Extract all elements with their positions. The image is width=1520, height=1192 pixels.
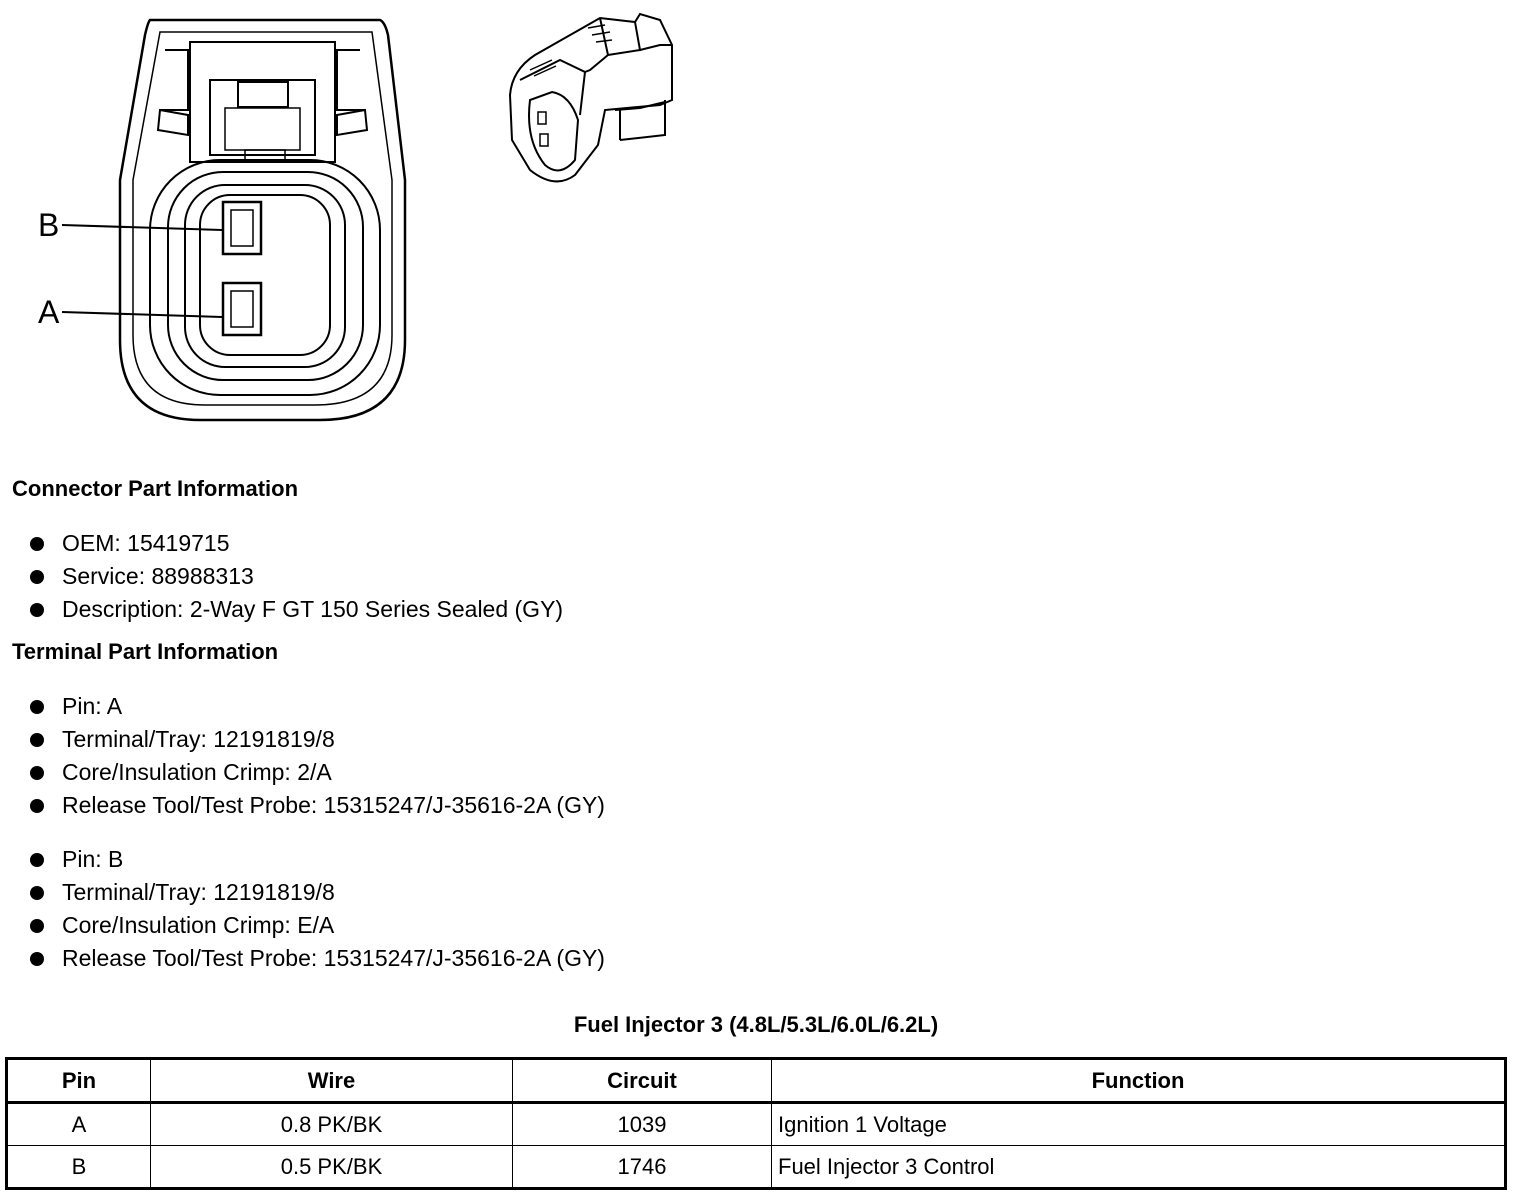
header-circuit: Circuit bbox=[513, 1059, 772, 1103]
cell-circuit: 1746 bbox=[513, 1146, 772, 1189]
cell-circuit: 1039 bbox=[513, 1103, 772, 1146]
list-item: OEM: 15419715 bbox=[0, 527, 563, 560]
header-function: Function bbox=[772, 1059, 1506, 1103]
pin-label-b: B bbox=[38, 207, 60, 243]
cell-pin: B bbox=[7, 1146, 151, 1189]
list-item: Core/Insulation Crimp: E/A bbox=[0, 909, 605, 942]
cell-function: Ignition 1 Voltage bbox=[772, 1103, 1506, 1146]
connector-face-drawing bbox=[0, 0, 700, 450]
header-pin: Pin bbox=[7, 1059, 151, 1103]
list-item: Release Tool/Test Probe: 15315247/J-35616-2A (GY) bbox=[0, 789, 605, 822]
connector-info-heading: Connector Part Information bbox=[12, 476, 299, 501]
list-item: Terminal/Tray: 12191819/8 bbox=[0, 876, 605, 909]
table-row bbox=[7, 1146, 1506, 1189]
cell-pin: A bbox=[7, 1103, 151, 1146]
list-item: Core/Insulation Crimp: 2/A bbox=[0, 756, 605, 789]
list-item: Service: 88988313 bbox=[0, 560, 563, 593]
list-item: Release Tool/Test Probe: 15315247/J-35616-2A (GY) bbox=[0, 942, 605, 975]
cell-function: Fuel Injector 3 Control bbox=[772, 1146, 1506, 1189]
header-wire: Wire bbox=[151, 1059, 513, 1103]
list-item: Pin: A bbox=[0, 690, 605, 723]
pin-label-a: A bbox=[38, 294, 60, 330]
connector-diagram bbox=[0, 0, 700, 450]
cell-wire: 0.8 PK/BK bbox=[151, 1103, 513, 1146]
list-item: Pin: B bbox=[0, 843, 605, 876]
list-item: Description: 2-Way F GT 150 Series Sealed (GY) bbox=[0, 593, 563, 626]
terminal-info-heading: Terminal Part Information bbox=[12, 639, 279, 664]
terminal-info-pin-a-list bbox=[0, 690, 605, 822]
connector-info-list bbox=[0, 527, 563, 626]
list-item: Terminal/Tray: 12191819/8 bbox=[0, 723, 605, 756]
table-row bbox=[7, 1103, 1506, 1146]
terminal-info-pin-b-list bbox=[0, 843, 605, 975]
cell-wire: 0.5 PK/BK bbox=[151, 1146, 513, 1189]
table-header-row bbox=[7, 1059, 1506, 1103]
pin-table bbox=[5, 1057, 1507, 1190]
pin-table-title: Fuel Injector 3 (4.8L/5.3L/6.0L/6.2L) bbox=[573, 1012, 939, 1037]
